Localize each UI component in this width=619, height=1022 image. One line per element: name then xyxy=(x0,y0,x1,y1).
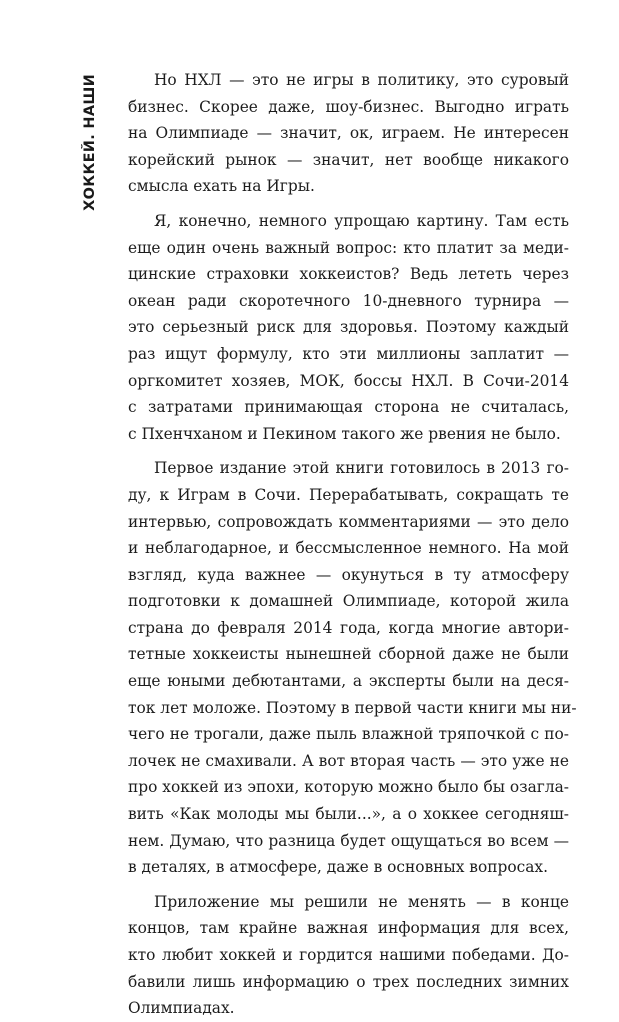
text-line: интервью, сопровождать комментариями — это дело xyxy=(128,512,569,531)
text-line: чего не трогали, даже пыль влажной тряпочкой с по- xyxy=(128,725,569,744)
text-line: Я, конечно, немного упрощаю картину. Там есть xyxy=(154,211,569,230)
text-line: Но НХЛ — это не игры в политику, это суровый xyxy=(154,71,569,89)
text-line: кто любит хоккей и гордится нашими победами. До- xyxy=(128,946,569,964)
text-line: про хоккей из эпохи, которую можно было бы озагла- xyxy=(128,778,569,797)
running-head-text: ХОККЕЙ. НАШИ xyxy=(82,74,98,211)
body-text xyxy=(128,67,577,1022)
paragraph xyxy=(128,455,577,881)
text-line: с затратами принимающая сторона не считалась, xyxy=(128,398,569,417)
text-line: бизнес. Скорее даже, шоу-бизнес. Выгодно играть xyxy=(128,97,569,116)
text-line: вить «Как молоды мы были...», а о хоккее сегодняш- xyxy=(128,805,569,824)
text-line: Первое издание этой книги готовилось в 2013 го- xyxy=(154,459,569,478)
text-line: Олимпиадах. xyxy=(128,999,235,1018)
text-line: раз ищут формулу, кто эти миллионы заплатит — xyxy=(128,344,569,363)
text-line: еще один очень важный вопрос: кто платит за меди- xyxy=(128,238,569,257)
text-line: и неблагодарное, и бессмысленное немного. На мой xyxy=(128,539,569,558)
text-line: концов, там крайне важная информация для всех, xyxy=(128,919,569,938)
text-line: нем. Думаю, что разница будет ощущаться во всем — xyxy=(128,831,569,850)
text-line: подготовки к домашней Олимпиаде, которой жила xyxy=(128,592,569,611)
text-line: корейский рынок — значит, нет вообще никакого xyxy=(128,150,569,169)
text-line: Приложение мы решили не менять — в конце xyxy=(154,892,569,911)
text-line: ток лет моложе. Поэтому в первой части книги мы ни- xyxy=(128,698,577,717)
paragraph xyxy=(128,67,569,200)
text-line: страна до февраля 2014 года, когда многие автори- xyxy=(128,618,569,637)
running-head xyxy=(80,74,100,224)
text-line: бавили лишь информацию о трех последних зимних xyxy=(128,972,569,991)
paragraph xyxy=(128,208,569,447)
text-line: это серьезный риск для здоровья. Поэтому каждый xyxy=(128,318,569,337)
text-line: в деталях, в атмосфере, даже в основных вопросах. xyxy=(128,858,548,877)
text-line: тетные хоккеисты нынешней сборной даже не были xyxy=(128,645,569,664)
text-line: оргкомитет хозяев, МОК, боссы НХЛ. В Сочи-2014 xyxy=(128,371,569,390)
text-line: океан ради скоротечного 10-дневного турнира — xyxy=(128,291,569,310)
text-line: цинские страховки хоккеистов? Ведь лететь через xyxy=(128,265,569,284)
text-line: на Олимпиаде — значит, ок, играем. Не интересен xyxy=(128,124,569,143)
paragraph xyxy=(128,889,569,1022)
text-line: смысла ехать на Игры. xyxy=(128,177,315,196)
text-line: взгляд, куда важнее — окунуться в ту атмосферу xyxy=(128,565,569,584)
text-line: еще юными дебютантами, а эксперты были на деся- xyxy=(128,672,569,691)
text-line: ду, к Играм в Сочи. Перерабатывать, сокращать те xyxy=(128,485,569,504)
text-line: лочек не смахивали. А вот вторая часть — это уже не xyxy=(128,751,569,770)
text-line: с Пхенчханом и Пекином такого же рвения не было. xyxy=(128,424,561,443)
